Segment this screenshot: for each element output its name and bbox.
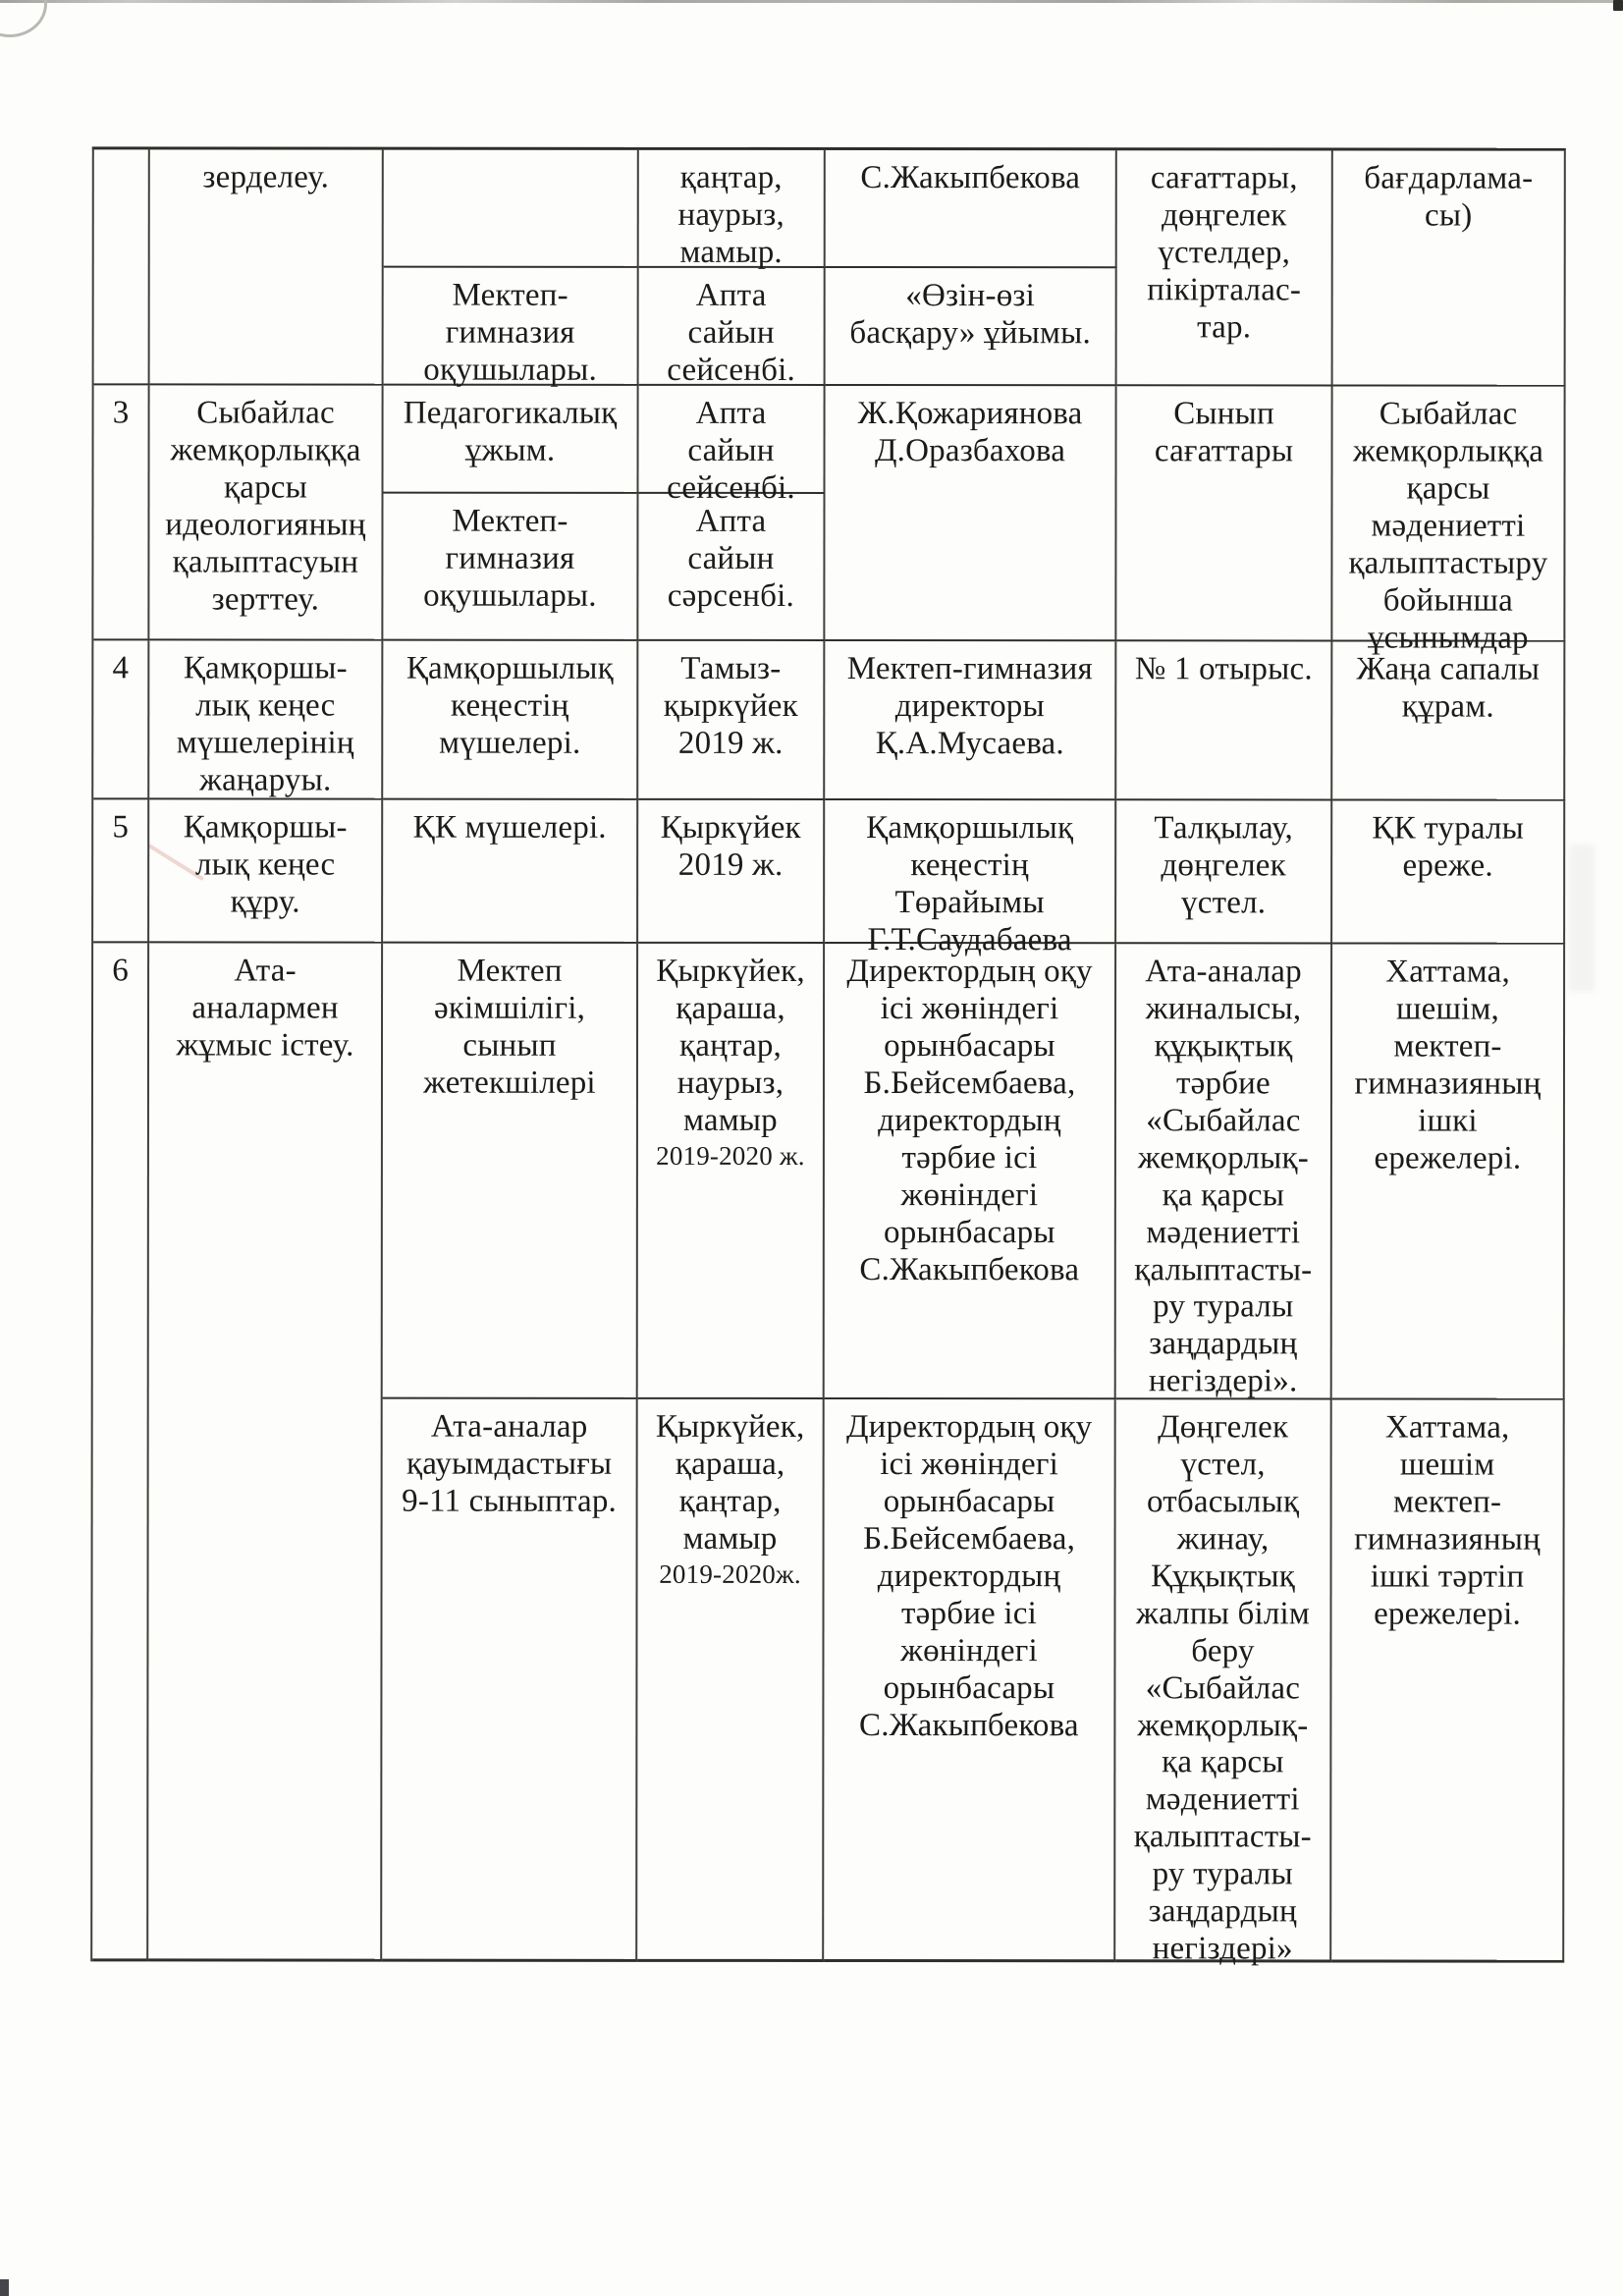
row5-result-cell: ҚК туралы ереже. bbox=[1332, 800, 1565, 944]
row6-number-cell: 6 bbox=[92, 943, 149, 1961]
row5-audience-cell: ҚК мүшелері. bbox=[383, 800, 638, 944]
row6a-form-cell: Ата-аналар жиналысы, құқықтық тәрбие «Сыбайлас жемқорлық- қа қарсы мәдениетті қалыптасты- ру туралы заңдардың негіздері». bbox=[1116, 944, 1332, 1399]
row2-audience-bottom-cell: Мектеп- гимназия оқушылары. bbox=[384, 268, 639, 386]
row6b-form-cell: Дөңгелек үстел, отбасылық жинау, Құқықтық жалпы білім беру «Сыбайлас жемқорлық- қа қарсы мәдениетті қалыптасты- ру туралы заңдардың негіздері» bbox=[1115, 1399, 1331, 1962]
row5-responsible-cell: Қамқоршылық кеңестің Төрайымы Г.Т.Саудабаева bbox=[825, 800, 1116, 944]
row2-task-cell: зерделеу. bbox=[150, 149, 384, 385]
row5-task-cell: Қамқоршы- лық кеңес құру. bbox=[149, 799, 383, 943]
row2-responsible-bottom-cell: «Өзін-өзі басқару» ұйымы. bbox=[826, 268, 1117, 386]
row3-responsible-cell: Ж.Қожариянова Д.Оразбахова bbox=[825, 386, 1116, 641]
row4-number-cell: 4 bbox=[93, 640, 149, 799]
row4-responsible-cell: Мектеп-гимназия директоры Қ.А.Мусаева. bbox=[825, 641, 1116, 800]
row5-number-cell: 5 bbox=[93, 799, 149, 943]
row2-form-cell: сағаттары, дөңгелек үстелдер, пікірталас- тар. bbox=[1117, 150, 1333, 386]
row6b-schedule-year: 2019-2020ж. bbox=[659, 1558, 801, 1589]
row3-task-cell: Сыбайлас жемқорлыққа қарсы идеологияның қалыптасуын зерттеу. bbox=[149, 385, 383, 640]
row6a-responsible-cell: Директордың оқу ісі жөніндегі орынбасары Б.Бейсембаева, директордың тәрбие ісі жөніндегі орынбасары С.Жакыпбекова bbox=[825, 944, 1116, 1399]
row2-schedule-top-cell: қаңтар, наурыз, мамыр. bbox=[639, 150, 826, 268]
row3-schedule-bottom-cell: Апта сайын сәрсенбі. bbox=[638, 494, 825, 641]
row4-form-cell: № 1 отырыс. bbox=[1116, 641, 1332, 800]
scanner-mark-bottom-left bbox=[0, 2279, 9, 2296]
row2-responsible-top-cell: С.Жакыпбекова bbox=[826, 150, 1117, 268]
row3-form-cell: Сынып сағаттары bbox=[1116, 386, 1332, 641]
row6b-schedule-months: Қыркүйек, қараша, қаңтар, мамыр bbox=[655, 1408, 805, 1557]
row6a-schedule-cell bbox=[638, 944, 825, 1399]
row4-schedule-cell: Тамыз- қыркүйек 2019 ж. bbox=[638, 641, 825, 800]
row6b-responsible-cell: Директордың оқу ісі жөніндегі орынбасары Б.Бейсембаева, директордың тәрбие ісі жөніндегі орынбасары С.Жакыпбекова bbox=[824, 1399, 1115, 1962]
row5-form-cell: Талқылау, дөңгелек үстел. bbox=[1116, 800, 1332, 944]
row4-audience-cell: Қамқоршылық кеңестің мүшелері. bbox=[383, 641, 638, 800]
row6b-audience-cell: Ата-аналар қауымдастығы 9-11 сыныптар. bbox=[382, 1399, 637, 1962]
row3-audience-bottom-cell: Мектеп- гимназия оқушылары. bbox=[383, 494, 638, 641]
scanner-corner-arc-artifact bbox=[0, 0, 47, 37]
row3-audience-top-cell: Педагогикалық ұжым. bbox=[383, 386, 638, 494]
row3-number-cell: 3 bbox=[93, 385, 149, 640]
row2-number-cell-empty bbox=[94, 149, 150, 385]
row6a-schedule-year: 2019-2020 ж. bbox=[656, 1140, 805, 1171]
row3-result-cell: Сыбайлас жемқорлыққа қарсы мәдениетті қалыптастыру бойынша ұсынымдар bbox=[1332, 386, 1565, 641]
row2-result-cell: бағдарлама- сы) bbox=[1333, 150, 1566, 386]
row6b-schedule-cell bbox=[637, 1399, 825, 1962]
row2-audience-top-cell-empty bbox=[384, 150, 639, 268]
gray-smudge-artifact bbox=[1569, 845, 1595, 992]
row6a-schedule-months: Қыркүйек, қараша, қаңтар, наурыз, мамыр bbox=[656, 953, 805, 1138]
row4-result-cell: Жаңа сапалы құрам. bbox=[1332, 641, 1565, 800]
row6a-audience-cell: Мектеп әкімшілігі, сынып жетекшілері bbox=[383, 944, 638, 1399]
row5-schedule-cell: Қыркүйек 2019 ж. bbox=[638, 800, 825, 944]
scanner-top-edge-artifact bbox=[0, 0, 1623, 3]
row4-task-cell: Қамқоршы- лық кеңес мүшелерінің жаңаруы. bbox=[149, 640, 383, 799]
row2-schedule-bottom-cell: Апта сайын сейсенбі. bbox=[639, 268, 826, 386]
row6a-result-cell: Хаттама, шешім, мектеп- гимназияның ішкі ережелері. bbox=[1332, 944, 1565, 1399]
scanner-ink-blob-top-right bbox=[1613, 0, 1623, 11]
work-plan-table bbox=[90, 146, 1566, 1967]
row6b-result-cell: Хаттама, шешім мектеп- гимназияның ішкі тәртіп ережелері. bbox=[1331, 1399, 1564, 1962]
row6-task-cell: Ата- аналармен жұмыс істеу. bbox=[148, 943, 383, 1961]
row3-schedule-top-cell: Апта сайын сейсенбі. bbox=[638, 386, 825, 494]
